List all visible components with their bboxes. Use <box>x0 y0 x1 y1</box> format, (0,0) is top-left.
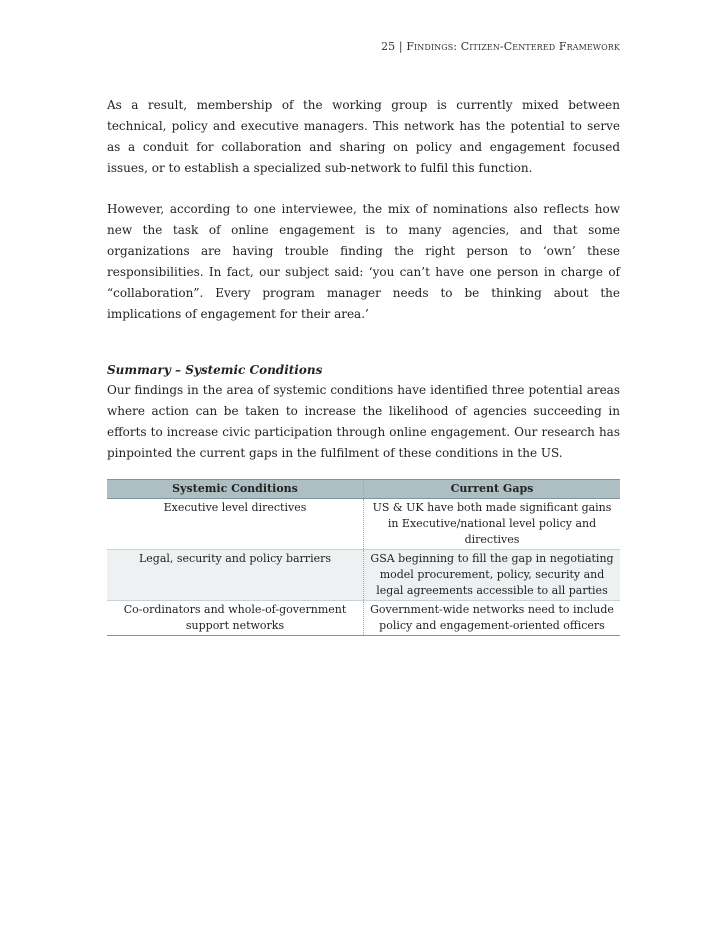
condition-cell: Co-ordinators and whole-of-government support networks <box>107 601 364 636</box>
gap-cell: Government-wide networks need to include policy and engagement-oriented officers <box>364 601 621 636</box>
page-content <box>107 95 620 636</box>
paragraph-interviewee: However, according to one interviewee, the mix of nominations also reflects how new the task of online engagement is to many agencies, and that some organizations are having trouble finding the right person to ‘own’ these responsibilities. In fact, our subject said: ‘you can’t have one person in charge of “collaboration”. Every program manager needs to be thinking about the implications of engagement for their area.’ <box>107 202 620 321</box>
page-number: 25 <box>381 40 396 53</box>
header-separator: | <box>398 40 403 53</box>
systemic-conditions-table <box>107 479 620 636</box>
gap-cell: GSA beginning to fill the gap in negotiating model procurement, policy, security and legal agreements accessible to all parties <box>364 550 621 601</box>
section-title: Findings: Citizen-Centered Framework <box>406 40 620 53</box>
condition-cell: Legal, security and policy barriers <box>107 550 364 601</box>
condition-cell: Executive level directives <box>107 499 364 550</box>
table-row <box>107 601 620 636</box>
summary-paragraph: Our findings in the area of systemic conditions have identified three potential areas where action can be taken to increase the likelihood of agencies succeeding in efforts to increase civic participation through online engagement. Our research has pinpointed the current gaps in the fulfilment of these conditions in the US. <box>107 383 620 460</box>
column-header-gaps: Current Gaps <box>364 480 621 499</box>
table-row <box>107 499 620 550</box>
gap-cell: US & UK have both made significant gains in Executive/national level policy and directives <box>364 499 621 550</box>
table-row <box>107 550 620 601</box>
summary-heading: Summary – Systemic Conditions <box>107 363 323 377</box>
table-header-row <box>107 480 620 499</box>
page-header <box>381 40 620 53</box>
paragraph-membership: As a result, membership of the working group is currently mixed between technical, policy and executive managers. This network has the potential to serve as a conduit for collaboration and sharing on policy and engagement focused issues, or to establish a specialized sub-network to fulfil this function. <box>107 98 620 175</box>
column-header-conditions: Systemic Conditions <box>107 480 364 499</box>
